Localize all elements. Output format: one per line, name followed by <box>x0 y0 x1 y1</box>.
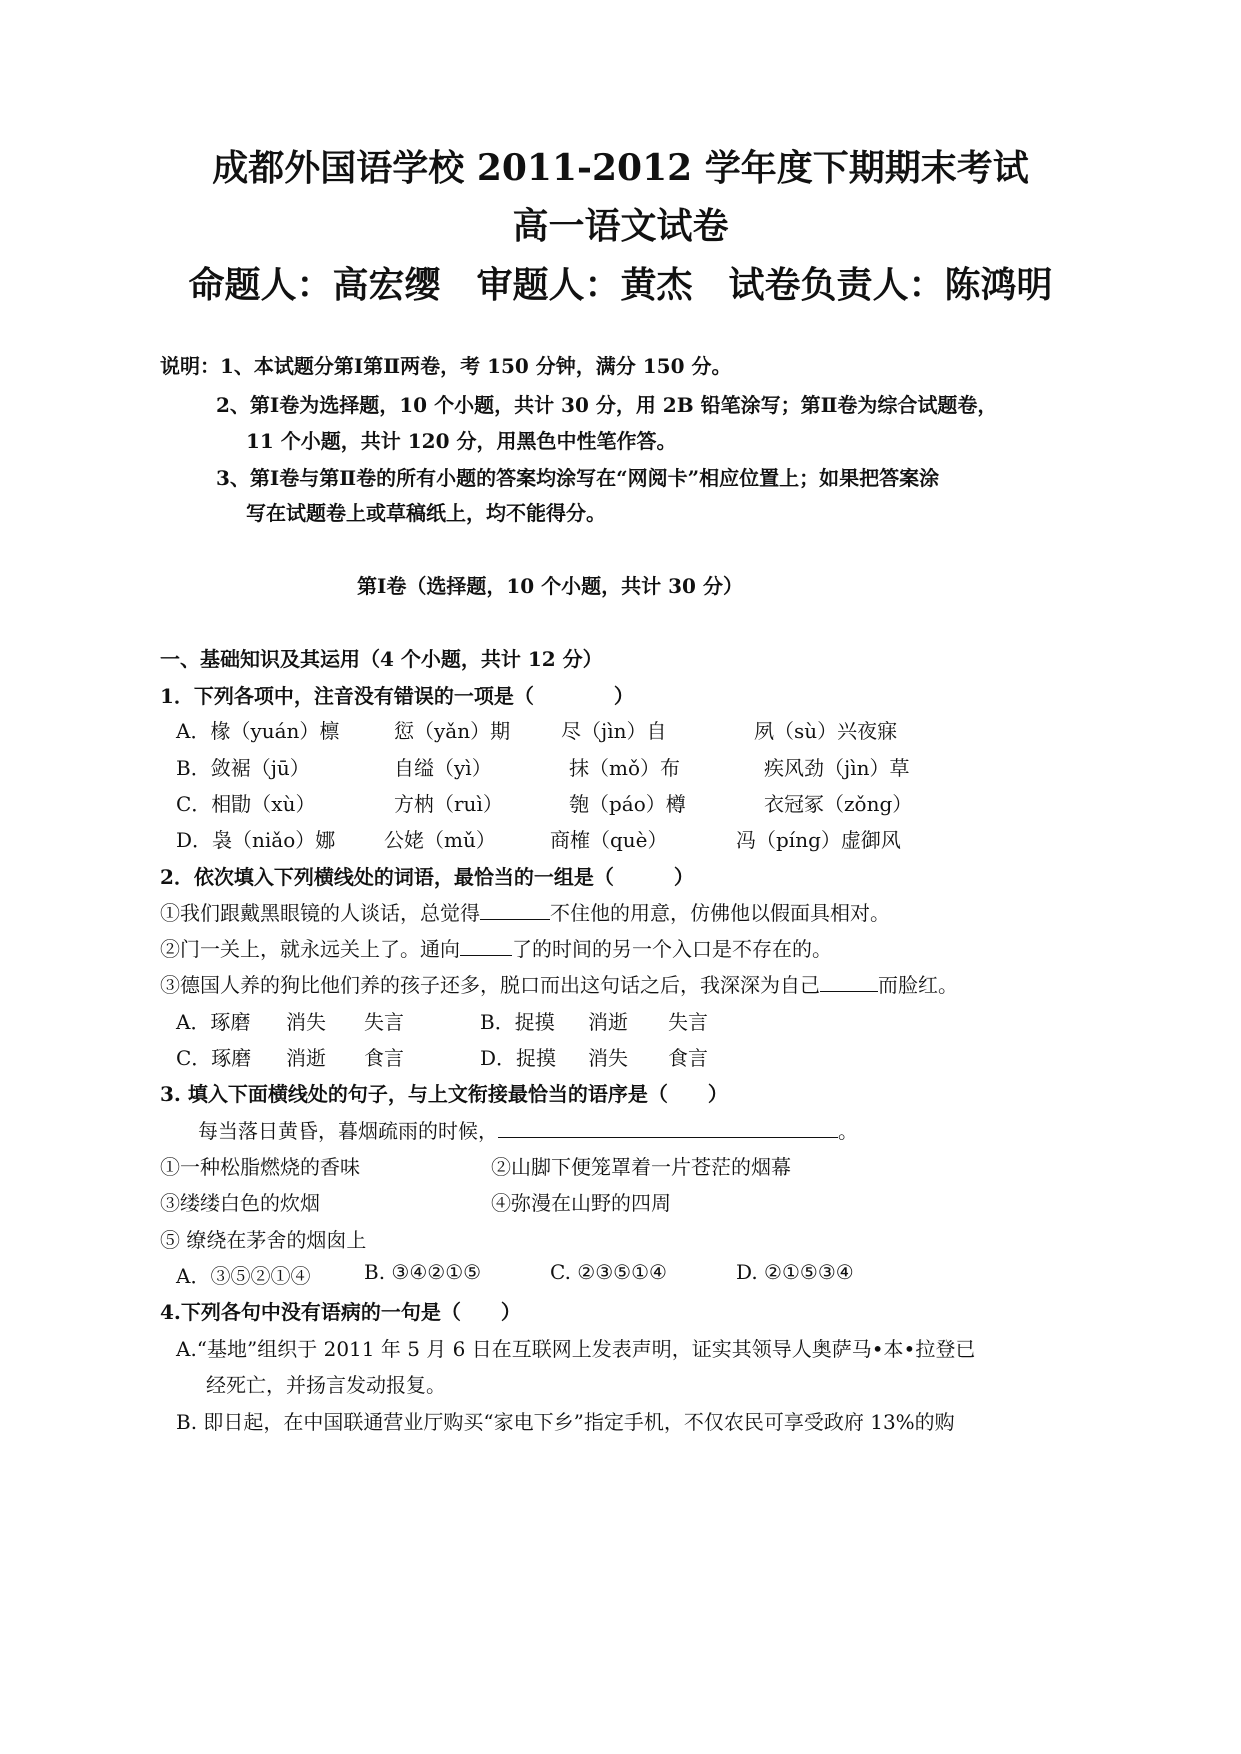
q1-option: 衣冠冢（zǒng） <box>764 792 913 816</box>
exam-title: 成都外国语学校 2011-2012 学年度下期期末考试 <box>212 147 1029 189</box>
q3-lead-sentence <box>198 1115 858 1144</box>
q1-option: 愆（yǎn）期 <box>394 719 511 743</box>
q1-option: 匏（páo）樽 <box>569 792 686 816</box>
q2-option: D．捉摸 <box>480 1046 557 1070</box>
q1-option: 夙（sù）兴夜寐 <box>754 719 898 743</box>
q2-option-word: 食言 <box>668 1046 708 1070</box>
question-3-stem: 3. 填入下面横线处的句子，与上文衔接最恰当的语序是（ ） <box>160 1082 728 1106</box>
q4-option-a-line2: 经死亡，并扬言发动报复。 <box>206 1373 446 1397</box>
sentence-text: 而脸红。 <box>878 973 958 997</box>
q2-option-word: 失言 <box>364 1010 404 1034</box>
q3-item: ③缕缕白色的炊烟 <box>160 1191 320 1215</box>
q2-option-word: 消失 <box>286 1010 326 1034</box>
q3-option: A．③⑤②①④ <box>176 1264 311 1288</box>
sentence-text: 了的时间的另一个入口是不存在的。 <box>512 937 832 961</box>
note-1: 说明：1、本试题分第Ⅰ第Ⅱ两卷，考 150 分钟，满分 150 分。 <box>160 354 732 378</box>
q2-sentence-3 <box>160 969 958 998</box>
q2-option-word: 消失 <box>588 1046 628 1070</box>
q1-option: 尽（jìn）自 <box>561 719 667 743</box>
exam-subtitle: 高一语文试卷 <box>512 205 729 247</box>
sentence-text: 每当落日黄昏，暮烟疏雨的时候， <box>198 1119 498 1143</box>
q2-option: C．琢磨 <box>176 1046 252 1070</box>
q3-option: C. ②③⑤①④ <box>550 1260 667 1284</box>
note-3b: 写在试题卷上或草稿纸上，均不能得分。 <box>246 501 606 525</box>
sentence-end: 。 <box>838 1119 858 1143</box>
q2-option-word: 消逝 <box>588 1010 628 1034</box>
q3-item: ⑤ 缭绕在茅舍的烟囱上 <box>160 1228 367 1252</box>
q3-item: ①一种松脂燃烧的香味 <box>160 1155 360 1179</box>
q2-option: A．琢磨 <box>176 1010 251 1034</box>
q1-option: 商榷（què） <box>550 828 668 852</box>
note-3a: 3、第Ⅰ卷与第Ⅱ卷的所有小题的答案均涂写在“网阅卡”相应位置上；如果把答案涂 <box>216 466 940 490</box>
q3-option: B. ③④②①⑤ <box>364 1260 482 1284</box>
q4-option-a-line1: A.“基地”组织于 2011 年 5 月 6 日在互联网上发表声明，证实其领导人奥萨马•本•拉登已 <box>176 1337 976 1361</box>
q1-option: 公姥（mǔ） <box>384 828 496 852</box>
fill-blank <box>460 933 512 956</box>
part1-title: 第Ⅰ卷（选择题，10 个小题，共计 30 分） <box>357 574 743 598</box>
q2-option-word: 失言 <box>668 1010 708 1034</box>
q2-option: B．捉摸 <box>480 1010 555 1034</box>
section1-title: 一、基础知识及其运用（4 个小题，共计 12 分） <box>160 647 603 671</box>
q3-item: ④弥漫在山野的四周 <box>491 1191 671 1215</box>
q2-sentence-1 <box>160 897 890 926</box>
question-4-stem: 4.下列各句中没有语病的一句是（ ） <box>160 1300 521 1324</box>
exam-authors: 命题人：高宏缨 审题人：黄杰 试卷负责人：陈鸿明 <box>188 264 1053 306</box>
question-1-stem: 1．下列各项中，注音没有错误的一项是（ ） <box>160 684 634 708</box>
question-2-stem: 2．依次填入下列横线处的词语，最恰当的一组是（ ） <box>160 865 694 889</box>
q1-option: A．椽（yuán）檩 <box>176 719 340 743</box>
q1-option: 抹（mǒ）布 <box>569 756 681 780</box>
q1-option: 冯（píng）虚御风 <box>736 828 901 852</box>
q2-option-word: 食言 <box>364 1046 404 1070</box>
sentence-text: ②门一关上，就永远关上了。通向 <box>160 937 460 961</box>
sentence-text: 不住他的用意，仿佛他以假面具相对。 <box>550 901 890 925</box>
fill-blank <box>498 1115 838 1138</box>
q1-option: 自缢（yì） <box>394 756 492 780</box>
sentence-text: ①我们跟戴黑眼镜的人谈话，总觉得 <box>160 901 480 925</box>
sentence-text: ③德国人养的狗比他们养的孩子还多，脱口而出这句话之后，我深深为自己 <box>160 973 820 997</box>
q2-sentence-2 <box>160 933 832 962</box>
q3-option: D. ②①⑤③④ <box>736 1260 854 1284</box>
q1-option: D．袅（niǎo）娜 <box>176 828 336 852</box>
q1-option: 疾风劲（jìn）草 <box>764 756 910 780</box>
note-2b: 11 个小题，共计 120 分，用黑色中性笔作答。 <box>246 429 677 453</box>
q1-option: C．相勖（xù） <box>176 792 316 816</box>
fill-blank <box>820 969 878 992</box>
q1-option: B．敛裾（jū） <box>176 756 310 780</box>
fill-blank <box>480 897 550 920</box>
q1-option: 方枘（ruì） <box>394 792 503 816</box>
q4-option-b-line1: B. 即日起，在中国联通营业厅购买“家电下乡”指定手机，不仅农民可享受政府 13%的购 <box>176 1410 955 1434</box>
q2-option-word: 消逝 <box>286 1046 326 1070</box>
note-2a: 2、第Ⅰ卷为选择题，10 个小题，共计 30 分，用 2B 铅笔涂写；第Ⅱ卷为综合试题卷， <box>216 393 998 417</box>
q3-item: ②山脚下便笼罩着一片苍茫的烟幕 <box>491 1155 791 1179</box>
